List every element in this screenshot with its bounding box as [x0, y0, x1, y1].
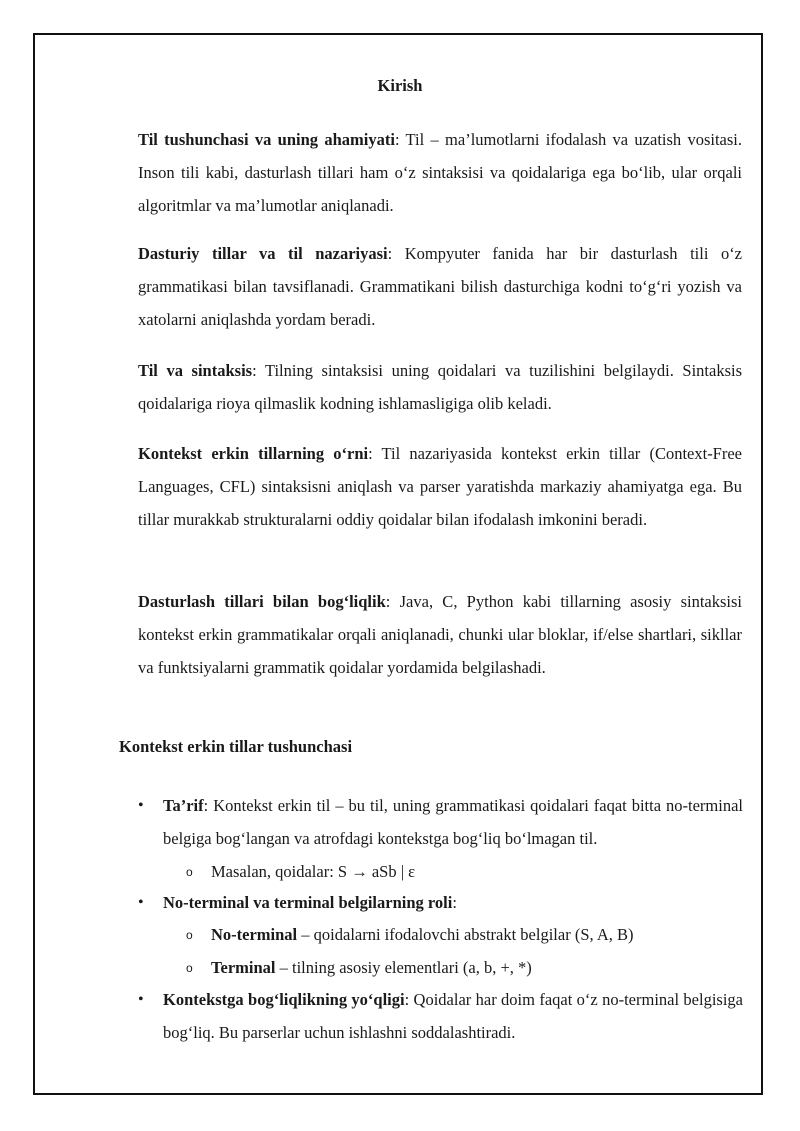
paragraph-term: Til va sintaksis: [138, 361, 253, 380]
list-item-text: : Qoidalar har doim faqat o‘z no-terminal belgisiga bog‘liq. Bu parserlar uchun ishlashni soddalashtiradi.: [163, 990, 743, 1042]
sub-item-nonterminal: [186, 918, 741, 951]
bullet-icon: •: [138, 797, 144, 814]
paragraph-term: Dasturlash tillari bilan bog‘liqlik: [138, 592, 386, 611]
bullet-icon: •: [138, 991, 144, 1008]
list-item-term: Kontekstga bog‘liqlikning yo‘qligi: [163, 990, 405, 1009]
sub-item-term: No-terminal: [211, 925, 298, 944]
paragraph-text: : Java, C, Python kabi tillarning asosiy sintaksisi kontekst erkin grammatikalar orqali aniqlanadi, chunki ular bloklar, if/else shartlari, sikllar va funktsiyalarni grammatik qoidalar yordamida belgilashadi.: [138, 592, 742, 677]
bullet-icon: •: [138, 894, 144, 911]
list-item-definition: [138, 789, 743, 855]
sub-bullet-icon: o: [186, 865, 193, 879]
list-item-symbols: [138, 886, 743, 919]
list-item-term: Ta’rif: [163, 796, 204, 815]
sub-item-text: – qoidalarni ifodalovchi abstrakt belgilar (S, A, B): [297, 925, 634, 944]
paragraph-text: : Til nazariyasida kontekst erkin tillar (Context-Free Languages, CFL) sintaksisni aniqlash va parser yaratishda markaziy ahamiyatga ega. Bu tillar murakkab strukturalarni oddiy qoidalar bilan ifodalash imkonini beradi.: [138, 444, 743, 529]
list-item-context-free: [138, 983, 743, 1049]
paragraph-text: : Kompyuter fanida har bir dasturlash tili o‘z grammatikasi bilan tavsiflanadi. Grammatikani bilish dasturchiga kodni to‘g‘ri yozish va xatolarni aniqlashda yordam beradi.: [138, 244, 743, 329]
sub-item-text: – tilning asosiy elementlari (a, b, +, *): [275, 958, 532, 977]
sub-item-term: Terminal: [211, 958, 276, 977]
page-title: Kirish: [377, 76, 423, 95]
sub-item-text: Masalan, qoidalar: S → aSb | ε: [211, 862, 416, 881]
paragraph-syntax: [138, 354, 742, 420]
list-item-text: :: [452, 893, 457, 912]
paragraph-software-languages: [138, 237, 742, 336]
paragraph-programming-relation: [138, 585, 742, 684]
section-heading: Kontekst erkin tillar tushunchasi: [119, 737, 353, 756]
paragraph-text: : Tilning sintaksisi uning qoidalari va tuzilishini belgilaydi. Sintaksis qoidalariga rioya qilmaslik kodning ishlamasligiga olib keladi.: [138, 361, 743, 413]
paragraph-language-concept: [138, 123, 742, 222]
paragraph-term: Til tushunchasi va uning ahamiyati: [138, 130, 395, 149]
paragraph-term: Dasturiy tillar va til nazariyasi: [138, 244, 388, 263]
paragraph-term: Kontekst erkin tillarning o‘rni: [138, 444, 369, 463]
list-item-text: : Kontekst erkin til – bu til, uning grammatikasi qoidalari faqat bitta no-terminal belgiga bog‘langan va atrofdagi kontekstga bog‘liq bo‘lmagan til.: [163, 796, 743, 848]
sub-bullet-icon: o: [186, 928, 193, 942]
sub-item-example: [186, 855, 741, 888]
sub-bullet-icon: o: [186, 961, 193, 975]
list-item-term: No-terminal va terminal belgilarning roli: [163, 893, 453, 912]
paragraph-cfl-role: [138, 437, 742, 536]
paragraph-text: : Til – ma’lumotlarni ifodalash va uzatish vositasi. Inson tili kabi, dasturlash tillari ham o‘z sintaksisi va qoidalariga ega bo‘lib, ular orqali algoritmlar va ma’lumotlar aniqlanadi.: [138, 130, 743, 215]
sub-item-terminal: [186, 951, 741, 984]
